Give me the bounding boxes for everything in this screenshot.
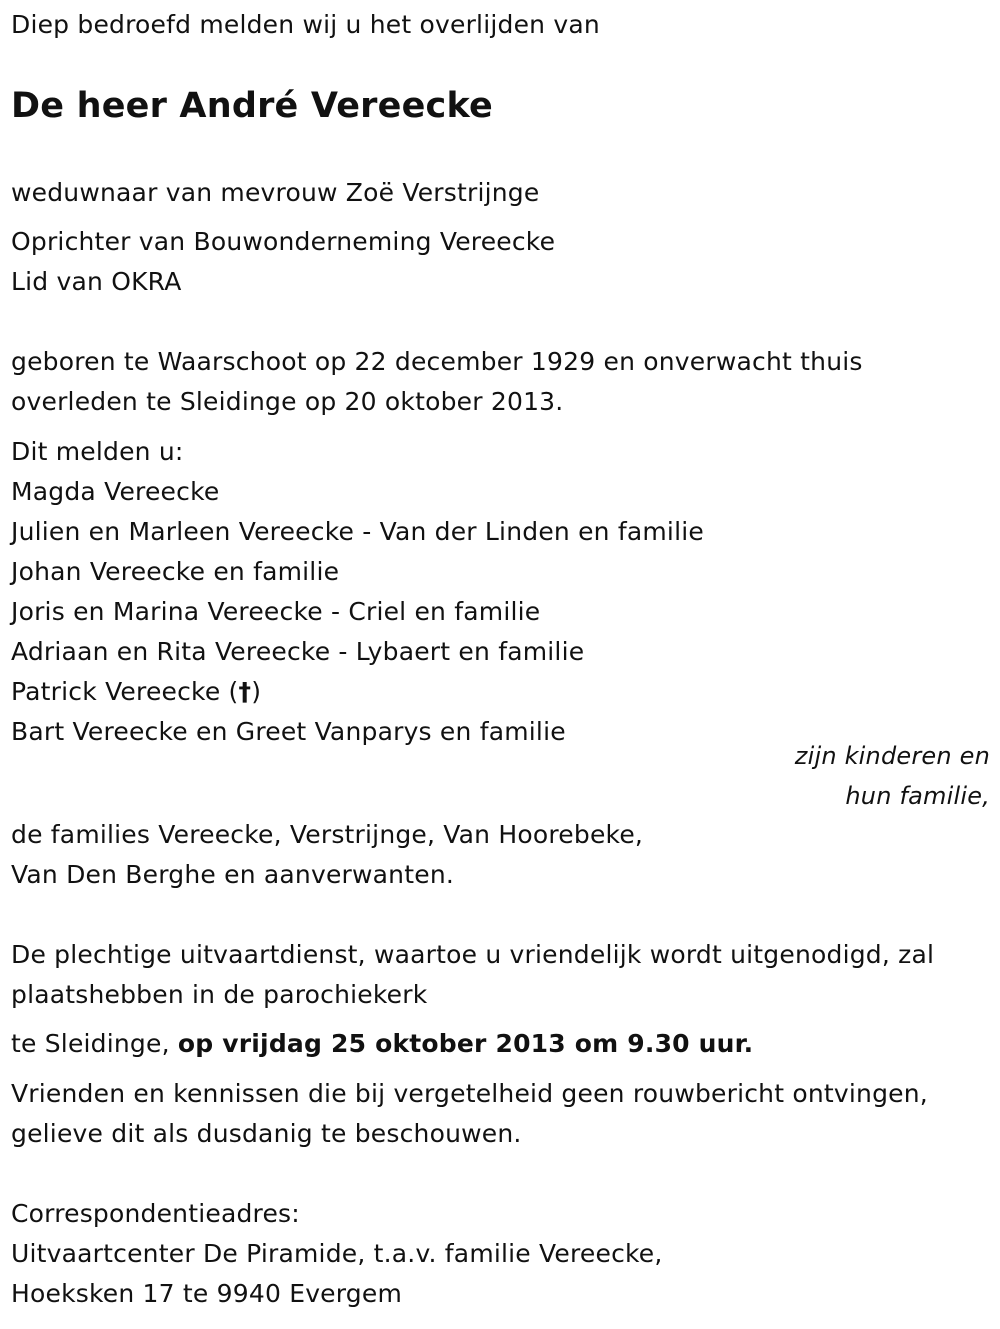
service-datetime-line	[11, 1024, 753, 1064]
service-datetime: op vrijdag 25 oktober 2013 om 9.30 uur.	[177, 1029, 754, 1058]
child-line: Bart Vereecke en Greet Vanparys en familie	[11, 717, 566, 746]
children-caption-line-1: zijn kinderen en	[794, 742, 990, 770]
announce-label: Dit melden u:	[11, 437, 184, 466]
correspondence-line-2: Hoeksken 17 te 9940 Evergem	[11, 1279, 403, 1308]
birth-text-line-2: overleden te Sleidinge op 20 oktober 2013.	[11, 387, 564, 416]
closing-paren: )	[251, 677, 262, 706]
correspondence-label: Correspondentieadres:	[11, 1199, 300, 1228]
child-line: Joris en Marina Vereecke - Criel en familie	[11, 597, 541, 626]
member-text: Lid van OKRA	[11, 267, 182, 296]
deceased-name: De heer André Vereecke	[11, 86, 493, 126]
intro-text: Diep bedroefd melden wij u het overlijden van	[11, 10, 600, 39]
service-place: te Sleidinge,	[11, 1029, 178, 1058]
correspondence-line-1: Uitvaartcenter De Piramide, t.a.v. familie Vereecke,	[11, 1239, 663, 1268]
child-line-deceased	[11, 672, 261, 712]
widower-text: weduwnaar van mevrouw Zoë Verstrijnge	[11, 178, 540, 207]
service-line-1: De plechtige uitvaartdienst, waartoe u vriendelijk wordt uitgenodigd, zal	[11, 940, 935, 969]
families-line-2: Van Den Berghe en aanverwanten.	[11, 860, 455, 889]
notice-line-2: gelieve dit als dusdanig te beschouwen.	[11, 1119, 522, 1148]
child-line: Adriaan en Rita Vereecke - Lybaert en familie	[11, 637, 585, 666]
cross-icon: †	[238, 677, 252, 706]
children-caption-line-2: hun familie,	[845, 782, 990, 810]
notice-line-1: Vrienden en kennissen die bij vergetelheid geen rouwbericht ontvingen,	[11, 1079, 928, 1108]
child-line: Magda Vereecke	[11, 477, 220, 506]
child-line: Johan Vereecke en familie	[11, 557, 340, 586]
founder-text: Oprichter van Bouwonderneming Vereecke	[11, 227, 556, 256]
families-line-1: de families Vereecke, Verstrijnge, Van Hoorebeke,	[11, 820, 644, 849]
service-line-2: plaatshebben in de parochiekerk	[11, 980, 428, 1009]
child-name: Patrick Vereecke (	[11, 677, 239, 706]
child-line: Julien en Marleen Vereecke - Van der Linden en familie	[11, 517, 704, 546]
birth-text-line-1: geboren te Waarschoot op 22 december 1929 en onverwacht thuis	[11, 347, 863, 376]
